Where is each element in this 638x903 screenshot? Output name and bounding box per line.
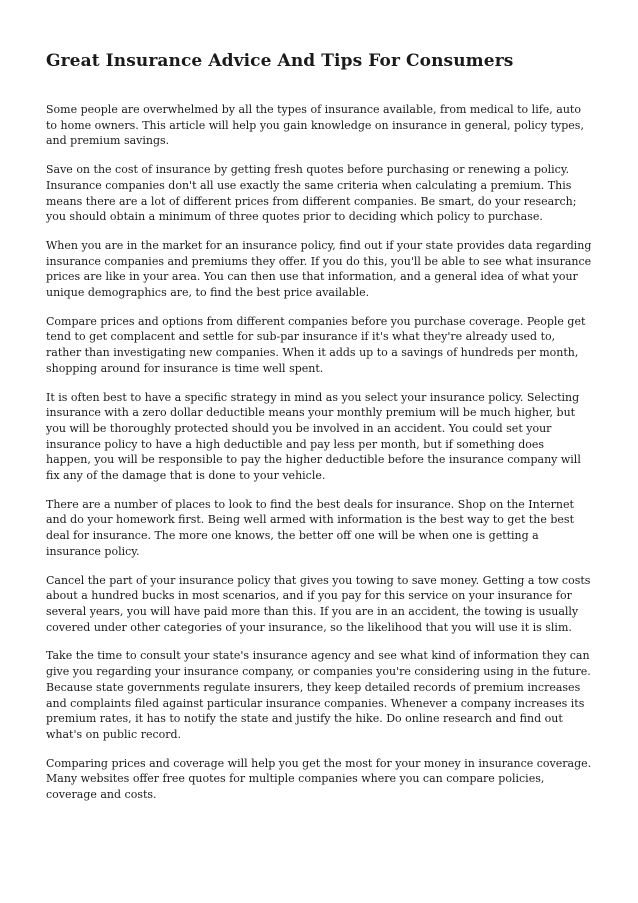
paragraph: Take the time to consult your state's insurance agency and see what kind of information they can give you regarding your insurance company, or companies you're considering using in the future. Because state governments regulate insurers, they keep detailed records of premium increases and complaints filed against particular insurance companies. Whenever a company increases its premium rates, it has to notify the state and justify the hike. Do online research and find out what's on public record. [46,649,591,741]
paragraph: Compare prices and options from different companies before you purchase coverage. People get tend to get complacent and settle for sub-par insurance if it's what they're already used to, rather than investigating new companies. When it adds up to a savings of hundreds per month, shopping around for insurance is time well spent. [46,314,586,375]
paragraph: It is often best to have a specific strategy in mind as you select your insurance policy. Selecting insurance with a zero dollar deductible means your monthly premium will be much higher, but you will be thoroughly protected should you be involved in an accident. You could set your insurance policy to have a high deductible and pay less per month, but if something does happen, you will be responsible to pay the higher deductible before the insurance company will fix any of the damage that is done to your vehicle. [46,390,581,483]
document-title: Great Insurance Advice And Tips For Consumers [46,51,514,71]
paragraph: When you are in the market for an insurance policy, find out if your state provides data regarding insurance companies and premiums they offer. If you do this, you'll be able to see what insurance prices are like in your area. You can then use that information, and a general idea of what your unique demographics are, to find the best price available. [46,238,592,300]
document-page [46,50,592,816]
paragraph: Comparing prices and coverage will help you get the most for your money in insurance coverage. Many websites offer free quotes for multiple companies where you can compare policies, coverage and costs. [46,756,592,802]
paragraph: There are a number of places to look to find the best deals for insurance. Shop on the Internet and do your homework first. Being well armed with information is the best way to get the best deal for insurance. The more one knows, the better off one will be when one is getting a insurance policy. [46,497,574,558]
paragraph: Some people are overwhelmed by all the types of insurance available, from medical to life, auto to home owners. This article will help you gain knowledge on insurance in general, policy types, and premium savings. [46,103,584,148]
paragraph: Cancel the part of your insurance policy that gives you towing to save money. Getting a tow costs about a hundred bucks in most scenarios, and if you pay for this service on your insurance for several years, you will have paid more than this. If you are in an accident, the towing is usually covered under other categories of your insurance, so the likelihood that you will use it is slim. [46,573,591,634]
paragraph: Save on the cost of insurance by getting fresh quotes before purchasing or renewing a policy. Insurance companies don't all use exactly the same criteria when calculating a premium. This means there are a lot of different prices from different companies. Be smart, do your research; you should obtain a minimum of three quotes prior to deciding which policy to purchase. [46,163,577,224]
